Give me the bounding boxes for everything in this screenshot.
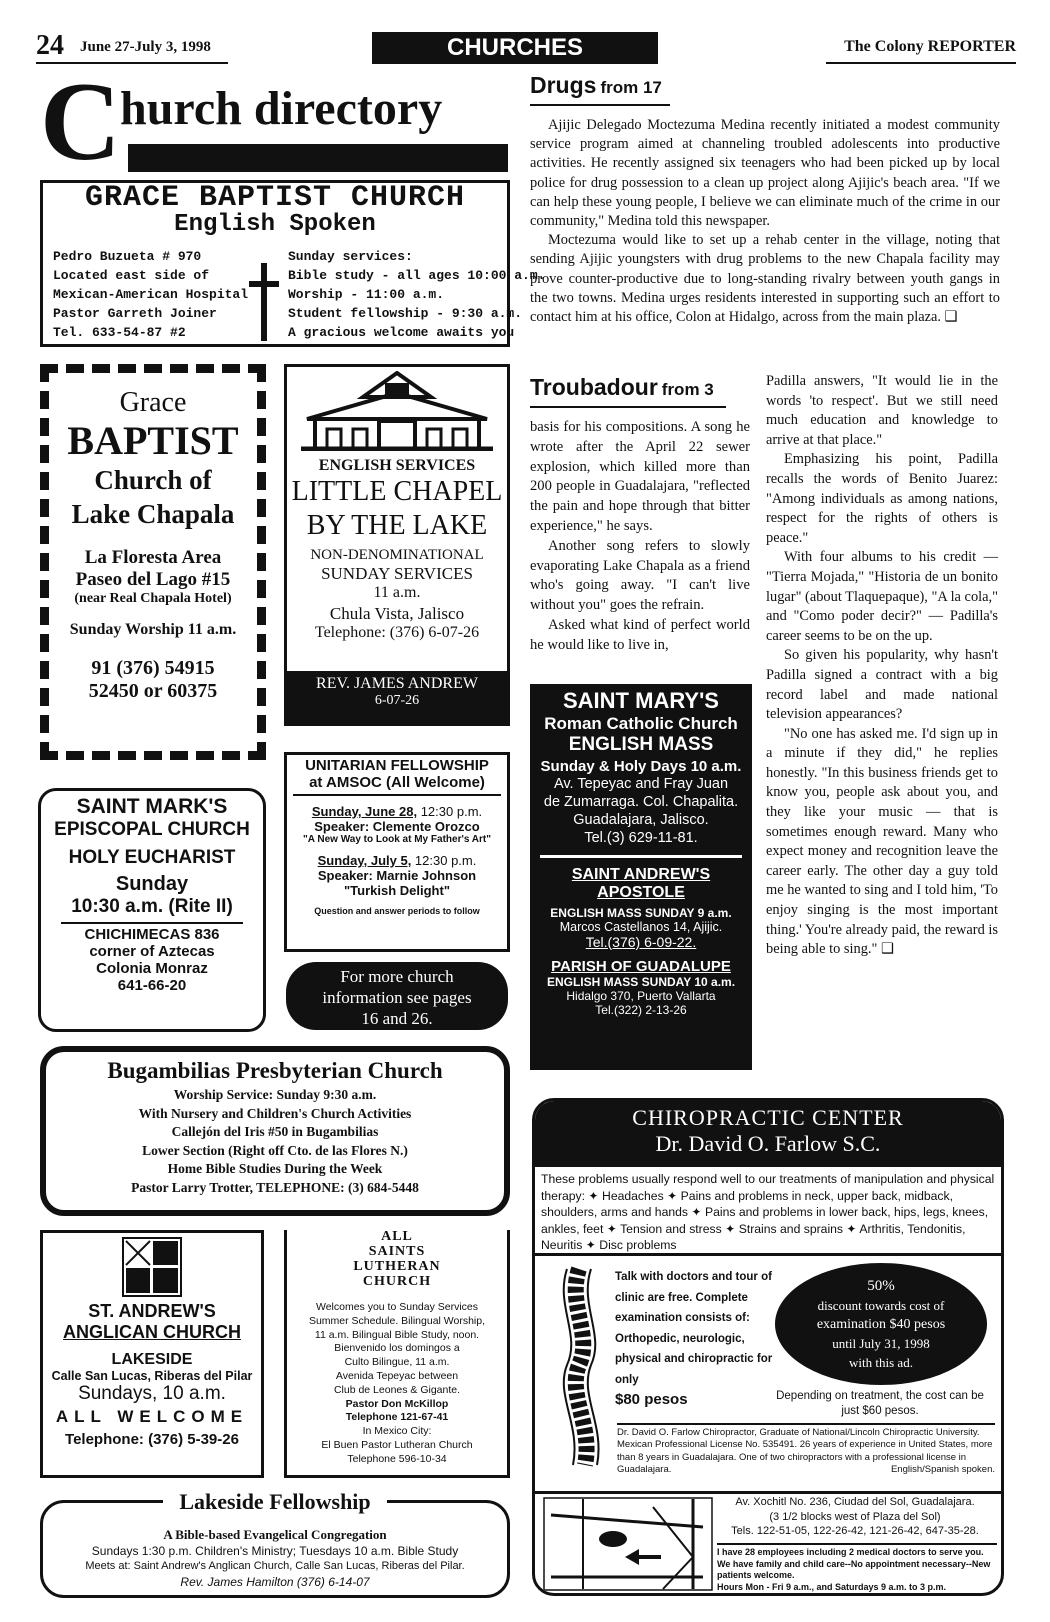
lakeside-line-2: Meets at: Saint Andrew's Anglican Church, Calle San Lucas, Riberas del Pilar.	[85, 1560, 465, 1572]
address-line: Located east side of	[53, 268, 210, 283]
unitarian-fellowship-ad	[284, 752, 510, 952]
bugambilias-presbyterian-ad	[40, 1046, 510, 1216]
drugs-headline	[530, 72, 1000, 102]
chapel-name-1: LITTLE CHAPEL	[291, 476, 503, 507]
saint-marys-phone: Tel.(3) 629-11-81.	[584, 830, 698, 846]
st-andrews-place: LAKESIDE	[111, 1351, 193, 1368]
guadalupe-phone: Tel.(322) 2-13-26	[595, 1003, 687, 1017]
saint-andrews-phone: Tel.(376) 6-09-22.	[585, 934, 697, 950]
more-info-line-3: 16 and 26.	[361, 1009, 433, 1028]
drugs-paragraph: Ajijic Delegado Moctezuma Medina recently initiated a modest community service program aimed at channeling troubled adolescents into productive activities. He recently assigned six teenagers who had been picked up by local police for drug possession to a clean up project along Ajijic's beach area. "If we can help these young people, I believe we can eliminate much of the crime in our community," Medina told this newspaper.	[530, 117, 1000, 230]
chiropractic-talk: Talk with doctors and tour of clinic are free. Complete examination consists of: Orthopedic, neurologic, physical and chiropractic for only	[615, 1271, 773, 1386]
parish-guadalupe: PARISH OF GUADALUPE	[551, 958, 731, 975]
chapel-rev: REV. JAMES ANDREW	[316, 675, 478, 692]
st-andrews-name-1: ST. ANDREW'S	[88, 1301, 216, 1321]
saint-marks-name-2: EPISCOPAL CHURCH	[54, 819, 250, 840]
troubadour-column-2	[766, 372, 998, 960]
directory-drop-cap: C	[40, 60, 121, 184]
address-line-2: (3 1/2 blocks west of Plaza del Sol)	[769, 1510, 941, 1523]
saint-andrews-apostole-1: SAINT ANDREW'S	[571, 866, 711, 883]
chiropractic-price: $80 pesos	[615, 1391, 688, 1408]
phone-line-1: 91 (376) 54915	[91, 657, 215, 679]
chiropractic-title-1: CHIROPRACTIC CENTER	[632, 1105, 904, 1130]
chapel-phone: Telephone: (376) 6-07-26	[314, 624, 480, 641]
grace-baptist-title: GRACE BAPTIST CHURCH	[84, 181, 466, 215]
address-line-1: Av. Xochitl No. 236, Ciudad del Sol, Guadalajara.	[735, 1496, 975, 1508]
saint-marys-address-1: Av. Tepeyac and Fray Juan	[553, 776, 729, 792]
hours-text: Hours Mon - Fri 9 a.m., and Saturdays 9 a.m. to 3 p.m.	[717, 1581, 947, 1592]
bugambilias-title: Bugambilias Presbyterian Church	[107, 1058, 443, 1083]
chapel-rev-bar	[287, 671, 507, 723]
saint-andrews-address: Marcos Castellanos 14, Ajijic.	[559, 920, 723, 934]
all-saints-line: Avenida Tepeyac between	[335, 1369, 459, 1382]
st-andrews-address: Calle San Lucas, Riberas del Pilar	[51, 1369, 253, 1383]
chiropractic-ad	[532, 1098, 1004, 1596]
chiropractic-depending: Depending on treatment, the cost can be just $60 pesos.	[776, 1390, 984, 1417]
guadalupe-address: Hidalgo 370, Puerto Vallarta	[566, 989, 716, 1003]
chapel-name-2: BY THE LAKE	[306, 510, 488, 541]
chapel-services: ENGLISH SERVICES	[318, 457, 476, 474]
bugambilias-line: Callejón del Iris #50 in Bugambilias	[171, 1124, 379, 1139]
bugambilias-line: Pastor Larry Trotter, TELEPHONE: (3) 684-5448	[131, 1179, 419, 1195]
saint-marks-service: HOLY EUCHARIST	[68, 847, 236, 868]
phone-numbers: Tels. 122-51-05, 122-26-42, 121-26-42, 647-35-28.	[731, 1525, 979, 1537]
st-andrews-name-2: ANGLICAN CHURCH	[63, 1322, 241, 1342]
st-andrews-welcome: ALL WELCOME	[55, 1407, 249, 1426]
bugambilias-line: Home Bible Studies During the Week	[167, 1161, 383, 1176]
saint-marks-ad	[38, 788, 266, 1032]
location-map	[543, 1497, 713, 1591]
discount-percent: 50%	[867, 1278, 895, 1294]
all-saints-line: 11 a.m. Bilingual Bible Study, noon.	[314, 1328, 480, 1341]
grace-baptist-address	[53, 247, 273, 342]
saint-marks-time: 10:30 a.m. (Rite II)	[71, 896, 233, 917]
unitarian-title-2: at AMSOC (All Welcome)	[309, 774, 485, 791]
more-info-pill	[286, 962, 508, 1030]
unitarian-time-2: 12:30 p.m.	[411, 853, 477, 868]
saint-marks-address-1: CHICHIMECAS 836	[84, 926, 220, 943]
all-saints-title-4: CHURCH	[362, 1274, 432, 1289]
chiropractic-staff	[717, 1543, 997, 1593]
paper-name: The Colony REPORTER	[844, 38, 1016, 55]
address-line: Pastor Garreth Joiner	[53, 306, 217, 321]
troubadour-head: Troubadour	[530, 374, 658, 400]
all-saints-line: Welcomes you to Sunday Services	[315, 1301, 479, 1313]
directory-rule	[128, 144, 508, 172]
grace-baptist-services	[288, 247, 546, 342]
staff-text: I have 28 employees including 2 medical doctors to serve you. We have family and child care--No appointment necessary--New patients welcome.	[717, 1547, 991, 1580]
chiropractic-address	[715, 1495, 995, 1539]
chiropractic-header	[535, 1101, 1001, 1167]
page-number: 24	[36, 30, 64, 61]
more-info-line-1: For more church	[340, 967, 454, 986]
service-line: Worship - 11:00 a.m.	[288, 287, 445, 302]
troubadour-paragraph: Another song refers to slowly evaporating Lake Chapala as a friend who's going away. "I can't live without you" goes the refrain.	[530, 537, 750, 614]
troubadour-column-1	[530, 418, 750, 656]
bugambilias-line: Worship Service: Sunday 9:30 a.m.	[173, 1087, 377, 1102]
chapel-place: Chula Vista, Jalisco	[329, 604, 465, 623]
troubadour-paragraph: Asked what kind of perfect world he would like to live in,	[530, 616, 750, 653]
address-line: Tel. 633-54-87 #2	[53, 325, 186, 340]
roman-catholic: Roman Catholic Church	[544, 714, 738, 733]
chapel-building-icon	[297, 371, 497, 451]
all-saints-title-3: LUTHERAN	[353, 1259, 441, 1274]
saint-marys-address-3: Guadalajara, Jalisco.	[573, 812, 709, 828]
all-saints-line: El Buen Pastor Lutheran Church	[321, 1438, 473, 1451]
discount-line-3: examination $40 pesos	[816, 1317, 946, 1332]
all-saints-line: Pastor Don McKillop	[345, 1397, 449, 1410]
worship-line: Sunday Worship 11 a.m.	[69, 621, 237, 638]
chiropractic-title-2: Dr. David O. Farlow S.C.	[655, 1131, 881, 1156]
unitarian-title-1: UNITARIAN FELLOWSHIP	[305, 757, 489, 774]
unitarian-note: Question and answer periods to follow	[314, 906, 480, 916]
all-saints-line: Club de Leones & Gigante.	[333, 1383, 461, 1396]
all-saints-line: In Mexico City:	[362, 1425, 432, 1438]
church-window-icon	[122, 1237, 182, 1297]
languages-text: English/Spanish spoken.	[890, 1463, 995, 1475]
troubadour-paragraph: Padilla answers, "It would lie in the words 'to respect'. But we still need much education and knowledge to arrive at that place."	[766, 373, 998, 448]
issue-date: June 27-July 3, 1998	[80, 39, 211, 55]
masthead	[36, 30, 1016, 64]
all-saints-line: Telephone 121-67-41	[345, 1411, 449, 1424]
unitarian-talk-2: "Turkish Delight"	[344, 883, 450, 898]
more-info-line-2: information see pages	[322, 988, 472, 1007]
saint-marks-day: Sunday	[115, 873, 189, 895]
baptist-line: BAPTIST	[67, 418, 239, 463]
lakeside-subtitle: A Bible-based Evangelical Congregation	[163, 1527, 387, 1542]
address-line: Pedro Buzueta # 970	[53, 249, 202, 264]
grace-baptist-lake-chapala-ad	[40, 364, 266, 760]
unitarian-date-1: Sunday, June 28,	[311, 804, 418, 819]
service-line: Sunday services:	[288, 249, 413, 264]
lakeside-fellowship-ad	[40, 1489, 510, 1598]
troubadour-paragraph: "No one has asked me. I'd sign up in a minute if they did," he replies honestly. "In this business friends get to know you, people ask about you, and they like your music — that is sometimes enough reward. Many who expect money and recognition leave the career early. The other day a guy told me he wanted to sing and I told him, 'To enjoy singing is the most important thing.' You're already paid, the reward is being able to sing." ❑	[766, 725, 998, 958]
chiropractic-intro: These problems usually respond well to our treatments of manipulation and physical therapy: ✦ Headaches ✦ Pains and problems in neck, upper back, midback, shoulders, arms and hands ✦ Pains and problems in lower back, hips, legs, knees, ankles, feet ✦ Tension and stress ✦ Strains and sprains ✦ Arthritis, Tendonitis, Neuritis ✦ Disc problems	[541, 1172, 995, 1252]
saint-andrews-mass: ENGLISH MASS SUNDAY 9 a.m.	[550, 906, 732, 920]
troubadour-paragraph: basis for his compositions. A song he wrote after the April 22 sewer explosion, which killed more than 200 people in Guadalajara, "reflected the pain and hope through that bitter experience," he says.	[530, 419, 750, 534]
saint-marks-phone: 641-66-20	[117, 977, 187, 994]
discount-line-5: with this ad.	[849, 1355, 913, 1370]
credentials-text: Dr. David O. Farlow Chiropractor, Graduate of National/Lincoln Chiropractic University. Mexican Professional License No. 535491. 26 years of experience in United States, more than 8 years in Guadalajara. One of two chiropractors with a professional license in Guadalajara.	[617, 1427, 993, 1475]
all-saints-title-1: ALL	[381, 1229, 413, 1244]
unitarian-speaker-2: Speaker: Marnie Johnson	[317, 868, 477, 883]
lake-chapala-line: Lake Chapala	[71, 499, 235, 529]
saint-marks-address-2: corner of Aztecas	[89, 943, 215, 960]
unitarian-talk-1: "A New Way to Look at My Father's Art"	[303, 834, 491, 845]
drugs-head: Drugs	[530, 72, 597, 98]
english-mass: ENGLISH MASS	[568, 734, 714, 755]
chapel-time: 11 a.m.	[373, 584, 421, 601]
all-saints-line: Summer Schedule. Bilingual Worship,	[308, 1314, 486, 1327]
saint-marks-name-1: SAINT MARK'S	[76, 795, 228, 818]
chapel-denomination: NON-DENOMINATIONAL	[310, 547, 484, 563]
drugs-body	[530, 116, 1000, 327]
drugs-jump: from 17	[600, 78, 662, 97]
saint-marys-address-2: de Zumarraga. Col. Chapalita.	[543, 794, 739, 810]
lakeside-line-3: Rev. James Hamilton (376) 6-14-07	[180, 1575, 370, 1589]
address-line: Paseo del Lago #15	[75, 569, 231, 590]
lakeside-line-1: Sundays 1:30 p.m. Children's Ministry; Tuesdays 10 a.m. Bible Study	[91, 1544, 459, 1558]
cross-icon	[249, 263, 279, 343]
area-line: La Floresta Area	[84, 547, 222, 568]
troubadour-headline	[530, 374, 750, 410]
bugambilias-line: With Nursery and Children's Church Activities	[138, 1105, 412, 1121]
discount-line-2: discount towards cost of	[817, 1298, 945, 1313]
troubadour-paragraph: With four albums to his credit — "Tierra Mojada," "Historia de un bonito lugar" (about Tlaquepaque), "A la cola," and "Como poder decir?" — Padilla's career seems to be on the up.	[766, 549, 998, 644]
drugs-paragraph: Moctezuma would like to set up a rehab center in the village, noting that sending Ajijic youngsters with drug problems to the new Chapala facility may prove counter-productive due to long-standing rivalry between youth gangs in the two towns. Medina urges residents interested in supporting such an effort to contact him at his office, Colon at Hidalgo, across from the main plaza. ❑	[530, 232, 1000, 326]
st-andrews-time: Sundays, 10 a.m.	[78, 1383, 226, 1404]
bugambilias-line: Lower Section (Right off Cto. de las Flores N.)	[142, 1142, 408, 1158]
discount-oval	[775, 1263, 987, 1385]
grace-baptist-church-ad	[40, 180, 546, 347]
unitarian-time-1: 12:30 p.m.	[417, 804, 483, 819]
chapel-sunday: SUNDAY SERVICES	[321, 564, 473, 583]
all-saints-title-2: SAINTS	[368, 1244, 426, 1259]
st-andrews-phone: Telephone: (376) 5-39-26	[65, 1431, 239, 1448]
saint-andrews-apostole-2: APOSTOLE	[597, 884, 685, 901]
address-line: Mexican-American Hospital	[53, 287, 249, 302]
paper-underline	[826, 62, 1016, 64]
saint-marks-address-3: Colonia Monraz	[96, 960, 208, 977]
all-saints-line: Telephone 596-10-34	[347, 1452, 447, 1465]
discount-line-4: until July 31, 1998	[832, 1336, 930, 1351]
church-of-line: Church of	[94, 465, 212, 495]
all-saints-line: Culto Bilingue, 11 a.m.	[344, 1356, 450, 1369]
saint-marys: SAINT MARY'S	[563, 688, 719, 713]
service-line: A gracious welcome awaits you	[288, 325, 515, 340]
chapel-rev-phone: 6-07-26	[374, 693, 420, 708]
st-andrews-anglican-ad	[40, 1230, 264, 1478]
troubadour-paragraph: So given his popularity, why hasn't Padilla signed a contract with a big record label and made national television appearances?	[766, 647, 998, 723]
troubadour-paragraph: Emphasizing his point, Padilla recalls the words of Benito Juarez: "Among individuals as among nations, respect for the rights of others is peace."	[766, 451, 998, 546]
section-banner: CHURCHES	[372, 32, 658, 64]
spine-icon	[549, 1265, 609, 1469]
near-line: (near Real Chapala Hotel)	[74, 591, 232, 606]
all-saints-lutheran-ad	[284, 1230, 510, 1478]
catholic-mass-ad	[530, 684, 752, 1070]
drugs-article	[530, 72, 1000, 362]
directory-title	[40, 60, 510, 184]
troubadour-jump: from 3	[661, 380, 714, 399]
service-line: Student fellowship - 9:30 a.m.	[288, 306, 523, 321]
lakeside-title: Lakeside Fellowship	[163, 1489, 387, 1515]
grace-baptist-subtitle: English Spoken	[174, 211, 376, 238]
chiropractic-credentials	[617, 1423, 995, 1476]
holy-days: Sunday & Holy Days 10 a.m.	[540, 758, 742, 775]
unitarian-speaker-1: Speaker: Clemente Orozco	[314, 819, 480, 834]
little-chapel-ad	[284, 364, 510, 726]
service-line: Bible study - all ages 10:00 a.m.	[288, 268, 546, 283]
guadalupe-mass: ENGLISH MASS SUNDAY 10 a.m.	[546, 975, 736, 989]
grace-line: Grace	[119, 387, 187, 418]
directory-heading: hurch directory	[120, 82, 443, 135]
phone-line-2: 52450 or 60375	[88, 680, 218, 702]
unitarian-date-2: Sunday, July 5,	[317, 853, 412, 868]
all-saints-line: Bienvenido los domingos a	[334, 1342, 460, 1355]
